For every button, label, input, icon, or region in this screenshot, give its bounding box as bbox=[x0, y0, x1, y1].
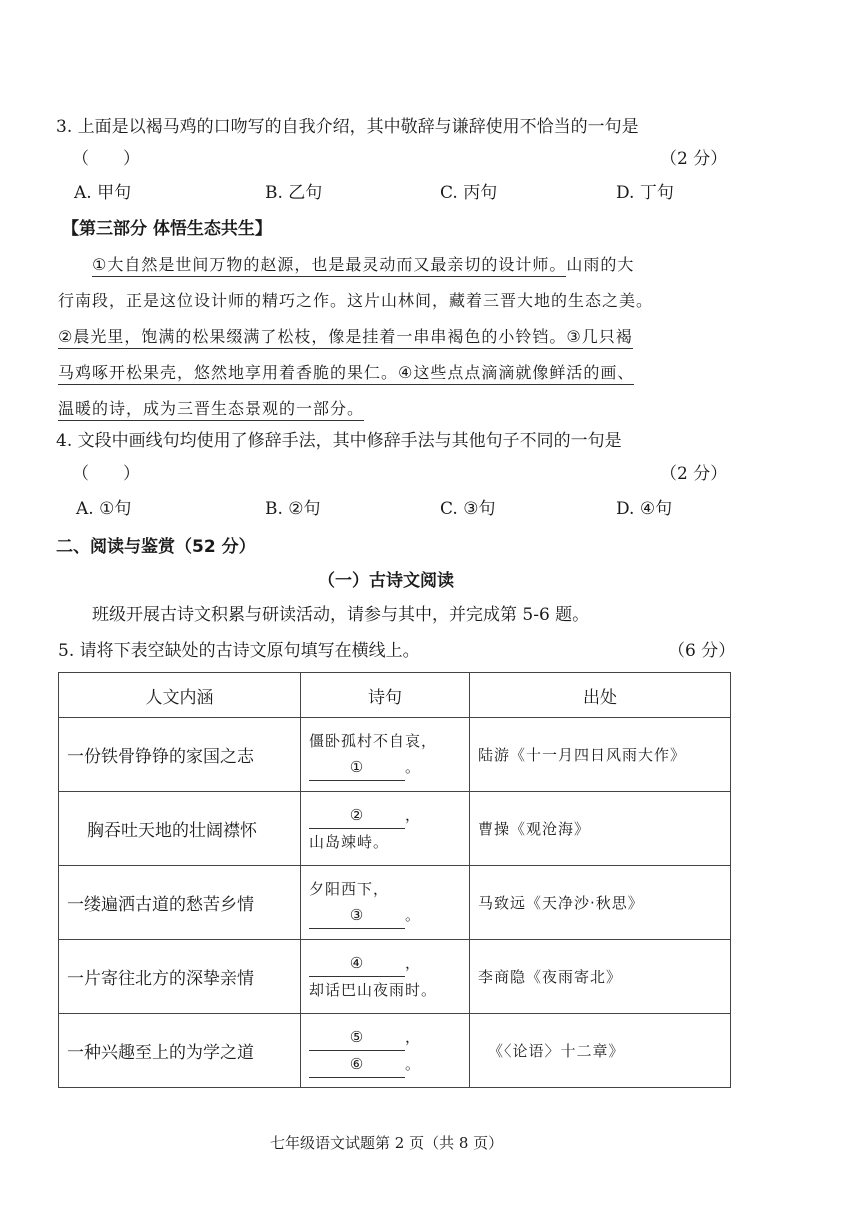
poem-line: 却话巴山夜雨时。 bbox=[309, 981, 438, 999]
part3-heading: 【第三部分 体悟生态共生】 bbox=[62, 219, 272, 239]
answer-blank-4[interactable]: ④ bbox=[309, 950, 405, 977]
q4-score: （2 分） bbox=[660, 464, 728, 484]
part3-sentence-2: ②晨光里，饱满的松果缀满了松枝，像是挂着一串串褐色的小铃铛。 bbox=[58, 327, 566, 349]
answer-blank-2[interactable]: ② bbox=[309, 802, 405, 829]
punct: 。 bbox=[405, 1054, 422, 1073]
answer-blank-3[interactable]: ③ bbox=[309, 902, 405, 929]
row-source: 马致远《天净沙·秋思》 bbox=[470, 866, 731, 940]
punct: ， bbox=[405, 954, 422, 972]
header-poem: 诗句 bbox=[301, 673, 470, 718]
q3-option-c: C. 丙句 bbox=[440, 183, 498, 203]
row-theme: 胸吞吐天地的壮阔襟怀 bbox=[59, 792, 301, 866]
q5-stem: 5. 请将下表空缺处的古诗文原句填写在横线上。 bbox=[58, 641, 420, 661]
q4-option-a: A. ①句 bbox=[76, 499, 132, 519]
row-source: 曹操《观沧海》 bbox=[470, 792, 731, 866]
q4-option-d: D. ④句 bbox=[616, 499, 673, 519]
q3-option-b: B. 乙句 bbox=[265, 183, 323, 203]
table-row bbox=[59, 792, 731, 866]
part3-line-4 bbox=[58, 360, 634, 386]
table-header-row bbox=[59, 673, 731, 718]
part3-line-1 bbox=[92, 252, 634, 278]
table-row bbox=[59, 940, 731, 1014]
q4-option-c: C. ③句 bbox=[440, 499, 496, 519]
row-theme: 一缕遍洒古道的愁苦乡情 bbox=[59, 866, 301, 940]
part3-line-5 bbox=[58, 396, 364, 422]
poem-line: 山岛竦峙。 bbox=[309, 833, 390, 851]
part3-sentence-3-end: 马鸡啄开松果壳，悠然地享用着香脆的果仁。 bbox=[58, 363, 398, 385]
section2-heading: 二、阅读与鉴赏（52 分） bbox=[56, 537, 256, 557]
row-theme: 一份铁骨铮铮的家国之志 bbox=[59, 718, 301, 792]
row-theme: 一片寄往北方的深挚亲情 bbox=[59, 940, 301, 1014]
header-theme: 人文内涵 bbox=[59, 673, 301, 718]
answer-blank-1[interactable]: ① bbox=[309, 754, 405, 781]
poem-line: 夕阳西下， bbox=[309, 880, 390, 898]
part3-sentence-3-start: ③几只褐 bbox=[566, 327, 632, 349]
page-footer: 七年级语文试题第 2 页（共 8 页） bbox=[270, 1134, 504, 1152]
row-poem bbox=[301, 866, 470, 940]
row-source: 陆游《十一月四日风雨大作》 bbox=[470, 718, 731, 792]
poem-table bbox=[58, 672, 731, 1088]
row-poem bbox=[301, 1014, 470, 1088]
punct: 。 bbox=[405, 758, 422, 776]
answer-blank-6[interactable]: ⑥ bbox=[309, 1051, 405, 1078]
q3-stem: 3. 上面是以褐马鸡的口吻写的自我介绍，其中敬辞与谦辞使用不恰当的一句是 bbox=[56, 117, 639, 137]
part3-sentence-1: ①大自然是世间万物的赵源，也是最灵动而又最亲切的设计师。 bbox=[92, 255, 566, 277]
row-source: 《〈论语〉十二章》 bbox=[470, 1014, 731, 1088]
part3-line1-rest: 山雨的大 bbox=[566, 255, 635, 274]
q4-option-b: B. ②句 bbox=[265, 499, 321, 519]
table-row bbox=[59, 866, 731, 940]
table-row bbox=[59, 718, 731, 792]
header-source: 出处 bbox=[470, 673, 731, 718]
row-source: 李商隐《夜雨寄北》 bbox=[470, 940, 731, 1014]
row-theme: 一种兴趣至上的为学之道 bbox=[59, 1014, 301, 1088]
part3-line-2: 行南段，正是这位设计师的精巧之作。这片山林间，藏着三晋大地的生态之美。 bbox=[58, 291, 654, 310]
q3-option-d: D. 丁句 bbox=[616, 183, 674, 203]
row-poem bbox=[301, 940, 470, 1014]
part3-sentence-4-start: ④这些点点滴滴就像鲜活的画、 bbox=[398, 363, 634, 385]
part3-sentence-4-end: 温暖的诗，成为三晋生态景观的一部分。 bbox=[58, 399, 364, 421]
section2-intro: 班级开展古诗文积累与研读活动，请参与其中，并完成第 5-6 题。 bbox=[92, 605, 590, 625]
answer-blank-5[interactable]: ⑤ bbox=[309, 1024, 405, 1051]
row-poem bbox=[301, 718, 470, 792]
punct: ， bbox=[405, 806, 422, 824]
part3-line-3 bbox=[58, 324, 633, 350]
q3-paren: （ ） bbox=[72, 149, 140, 169]
poem-line: 僵卧孤村不自哀， bbox=[309, 732, 438, 750]
q5-score: （6 分） bbox=[668, 641, 736, 661]
q3-score: （2 分） bbox=[660, 149, 728, 169]
q4-paren: （ ） bbox=[72, 464, 140, 484]
q3-option-a: A. 甲句 bbox=[74, 183, 132, 203]
punct: 。 bbox=[405, 906, 422, 924]
section2-subheading: （一）古诗文阅读 bbox=[318, 571, 454, 591]
q4-stem: 4. 文段中画线句均使用了修辞手法，其中修辞手法与其他句子不同的一句是 bbox=[56, 431, 622, 451]
table-row bbox=[59, 1014, 731, 1088]
row-poem bbox=[301, 792, 470, 866]
punct: ， bbox=[405, 1027, 422, 1046]
